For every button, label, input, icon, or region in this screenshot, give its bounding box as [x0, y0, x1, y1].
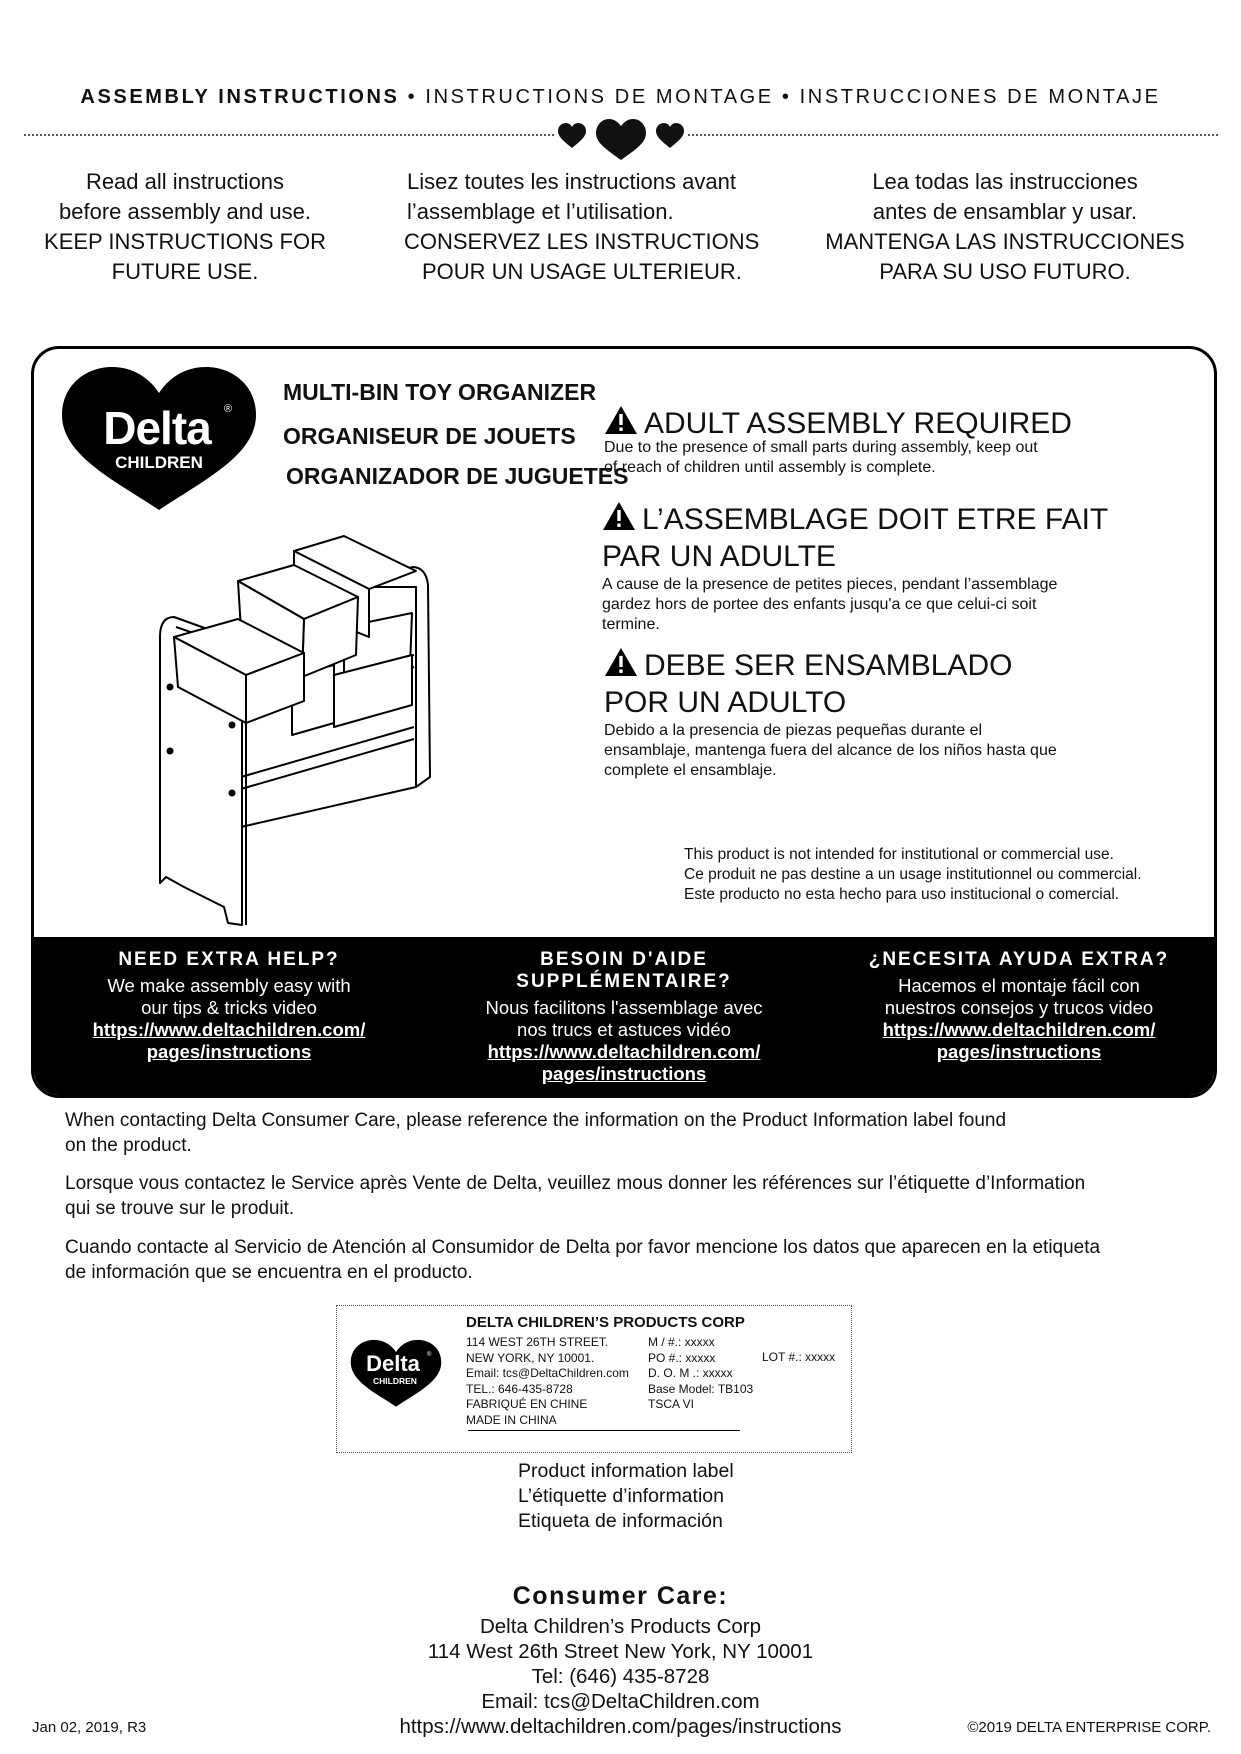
help-link[interactable]: https://www.deltachildren.com/ — [92, 1019, 366, 1040]
warning-text-line: Debido a la presencia de piezas pequeñas durante el — [604, 722, 983, 739]
help-column-fr — [429, 949, 819, 1085]
warning-heading-line: ADULT ASSEMBLY REQUIRED — [644, 407, 1072, 440]
help-band — [34, 937, 1214, 1095]
warning-heading-line: DEBE SER ENSAMBLADO — [644, 649, 1013, 682]
paragraph-line: Lorsque vous contactez le Service après Vente de Delta, veuillez mous donner les références sur l’étiquette d’Information — [65, 1173, 1086, 1194]
warning-text-line: ensamblaje, mantenga fuera del alcance de los niños hasta que — [604, 742, 1057, 759]
help-text: Hacemos el montaje fácil con — [898, 975, 1140, 996]
intro-line: antes de ensamblar y usar. — [872, 199, 1138, 224]
help-text: Nous facilitons l'assemblage avec — [485, 997, 763, 1018]
intro-line: Lea todas las instrucciones — [872, 169, 1138, 194]
label-product-codes — [648, 1335, 753, 1413]
help-link[interactable]: pages/instructions — [146, 1041, 312, 1062]
notice-line: Este producto no esta hecho para uso institucional o comercial. — [684, 886, 1120, 903]
warning-heading-line: POR UN ADULTO — [604, 686, 847, 719]
intro-line: l’assemblage et l’utilisation. — [407, 199, 674, 224]
logo-word: Delta — [103, 402, 211, 454]
label-logo — [347, 1334, 445, 1414]
product-info-box — [31, 346, 1217, 1098]
registered-mark: ® — [224, 403, 233, 415]
label-line: 114 WEST 26TH STREET. — [466, 1335, 609, 1349]
warning-text-line: termine. — [602, 616, 660, 633]
help-text: nos trucs et astuces vidéo — [517, 1019, 731, 1040]
label-lot-number: LOT #.: xxxxx — [762, 1350, 836, 1364]
notice-line: This product is not intended for institutional or commercial use. — [684, 846, 1114, 863]
product-title-es: ORGANIZADOR DE JUGUETES — [286, 463, 629, 489]
label-line: MADE IN CHINA — [466, 1412, 557, 1427]
warning-text-line: Due to the presence of small parts during assembly, keep out — [604, 439, 1038, 456]
help-link[interactable]: https://www.deltachildren.com/ — [882, 1019, 1156, 1040]
paragraph-line: When contacting Delta Consumer Care, please reference the information on the Product Information label found — [65, 1110, 1007, 1131]
caption-line: Product information label — [518, 1460, 734, 1482]
label-caption — [518, 1459, 734, 1534]
notice-line: Ce produit ne pas destine a un usage institutionnel ou commercial. — [684, 866, 1142, 883]
help-heading: BESOIN D'AIDE SUPPLÉMENTAIRE? — [516, 949, 732, 992]
commercial-use-notice — [684, 845, 1204, 905]
warning-text-line: gardez hors de portee des enfants jusqu'a ce que celui-ci soit — [602, 596, 1037, 613]
dotted-divider-right — [688, 134, 1218, 136]
contact-paragraph-fr — [65, 1171, 1215, 1221]
warning-icon — [604, 647, 638, 677]
help-heading: ¿NECESITA AYUDA EXTRA? — [868, 949, 1170, 970]
intro-english — [20, 167, 350, 287]
logo-sub: CHILDREN — [115, 453, 203, 472]
paragraph-line: on the product. — [65, 1135, 192, 1156]
product-title-en: MULTI-BIN TOY ORGANIZER — [283, 379, 597, 405]
help-text: We make assembly easy with — [107, 975, 351, 996]
label-company: DELTA CHILDREN’S PRODUCTS CORP — [466, 1314, 745, 1331]
warning-heading — [602, 501, 1212, 538]
intro-line: Read all instructions — [85, 169, 285, 194]
intro-line: before assembly and use. — [59, 199, 311, 224]
copyright: ©2019 DELTA ENTERPRISE CORP. — [967, 1719, 1211, 1736]
intro-spanish — [810, 167, 1200, 287]
caption-line: Etiqueta de información — [518, 1510, 723, 1532]
warning-text-line: A cause de la presence de petites pieces, pendant l’assemblage — [602, 576, 1058, 593]
help-column-es — [824, 949, 1214, 1063]
label-line: NEW YORK, NY 10001. — [466, 1350, 595, 1365]
header-title-en: ASSEMBLY INSTRUCTIONS — [80, 86, 400, 108]
intro-line: PARA SU USO FUTURO. — [879, 259, 1131, 284]
warning-adult-assembly-es — [604, 647, 1204, 781]
delta-children-logo — [54, 365, 264, 515]
registered-mark: ® — [427, 1352, 432, 1358]
header-title-others: • INSTRUCTIONS DE MONTAGE • INSTRUCCIONES DE MONTAJE — [399, 86, 1161, 108]
consumer-care-line: 114 West 26th Street New York, NY 10001 — [427, 1640, 814, 1663]
label-line: FABRIQUÉ EN CHINE — [466, 1397, 588, 1411]
logo-sub: CHILDREN — [373, 1376, 417, 1386]
label-line: PO #.: xxxxx — [648, 1350, 716, 1365]
label-address-block — [466, 1335, 629, 1428]
warning-text-line: of reach of children until assembly is complete. — [604, 459, 936, 476]
product-title-fr: ORGANISEUR DE JOUETS — [283, 423, 576, 449]
warning-text — [604, 438, 1204, 478]
intro-line: KEEP INSTRUCTIONS FOR — [44, 229, 326, 254]
warning-adult-assembly-fr — [602, 501, 1212, 635]
warning-icon — [602, 501, 636, 531]
caption-line: L’étiquette d’information — [518, 1485, 724, 1507]
intro-line: Lisez toutes les instructions avant — [407, 169, 736, 194]
label-line: D. O. M .: xxxxx — [648, 1366, 733, 1380]
warning-icon — [604, 405, 638, 435]
consumer-care-line: Delta Children’s Products Corp — [479, 1615, 762, 1638]
intro-line: POUR UN USAGE ULTERIEUR. — [422, 259, 742, 284]
paragraph-line: Cuando contacte al Servicio de Atención al Consumidor de Delta por favor mencione los datos que aparecen en la etiqueta — [65, 1237, 1101, 1258]
consumer-care-title: Consumer Care: — [512, 1582, 729, 1610]
paragraph-line: qui se trouve sur le produit. — [65, 1198, 295, 1219]
help-link[interactable]: https://www.deltachildren.com/ — [487, 1041, 761, 1062]
dotted-divider-left — [24, 134, 554, 136]
logo-word: Delta — [366, 1351, 420, 1376]
warning-text — [604, 721, 1204, 781]
contact-paragraph-es — [65, 1235, 1215, 1285]
help-link[interactable]: pages/instructions — [936, 1041, 1102, 1062]
warning-heading — [604, 647, 1204, 684]
intro-line: CONSERVEZ LES INSTRUCTIONS — [404, 229, 760, 254]
hearts-icon — [558, 116, 684, 162]
warning-heading-line: L’ASSEMBLAGE DOIT ETRE FAIT — [642, 503, 1109, 536]
help-link[interactable]: pages/instructions — [541, 1063, 707, 1084]
consumer-care-link[interactable]: https://www.deltachildren.com/pages/instructions — [399, 1715, 842, 1738]
help-text: our tips & tricks video — [141, 997, 317, 1018]
consumer-care-line: Email: tcs@DeltaChildren.com — [481, 1690, 760, 1713]
product-information-label — [336, 1305, 852, 1453]
label-line: Email: tcs@DeltaChildren.com — [466, 1366, 629, 1380]
paragraph-line: de información que se encuentra en el producto. — [65, 1262, 473, 1283]
help-text: nuestros consejos y trucos video — [884, 997, 1154, 1018]
warning-text-line: complete el ensamblaje. — [604, 762, 777, 779]
contact-paragraph-en — [65, 1108, 1215, 1158]
consumer-care-line: Tel: (646) 435-8728 — [531, 1665, 710, 1688]
label-line: M / #.: xxxxx — [648, 1335, 715, 1349]
label-line: Base Model: TB103 — [648, 1381, 754, 1396]
warning-heading — [604, 405, 1204, 442]
warning-adult-assembly-en — [604, 405, 1204, 478]
revision-date: Jan 02, 2019, R3 — [32, 1719, 147, 1736]
intro-line: FUTURE USE. — [111, 259, 259, 284]
intro-french — [400, 167, 785, 287]
label-underline — [468, 1430, 740, 1431]
intro-line: MANTENGA LAS INSTRUCCIONES — [825, 229, 1185, 254]
page-header — [0, 86, 1241, 109]
toy-organizer-illustration — [154, 527, 514, 927]
help-column-en — [34, 949, 424, 1063]
warning-heading-line: PAR UN ADULTE — [602, 540, 836, 573]
label-line: TEL.: 646-435-8728 — [466, 1381, 573, 1396]
warning-text — [602, 575, 1212, 635]
help-heading: NEED EXTRA HELP? — [118, 949, 340, 970]
label-line: TSCA VI — [648, 1397, 695, 1411]
